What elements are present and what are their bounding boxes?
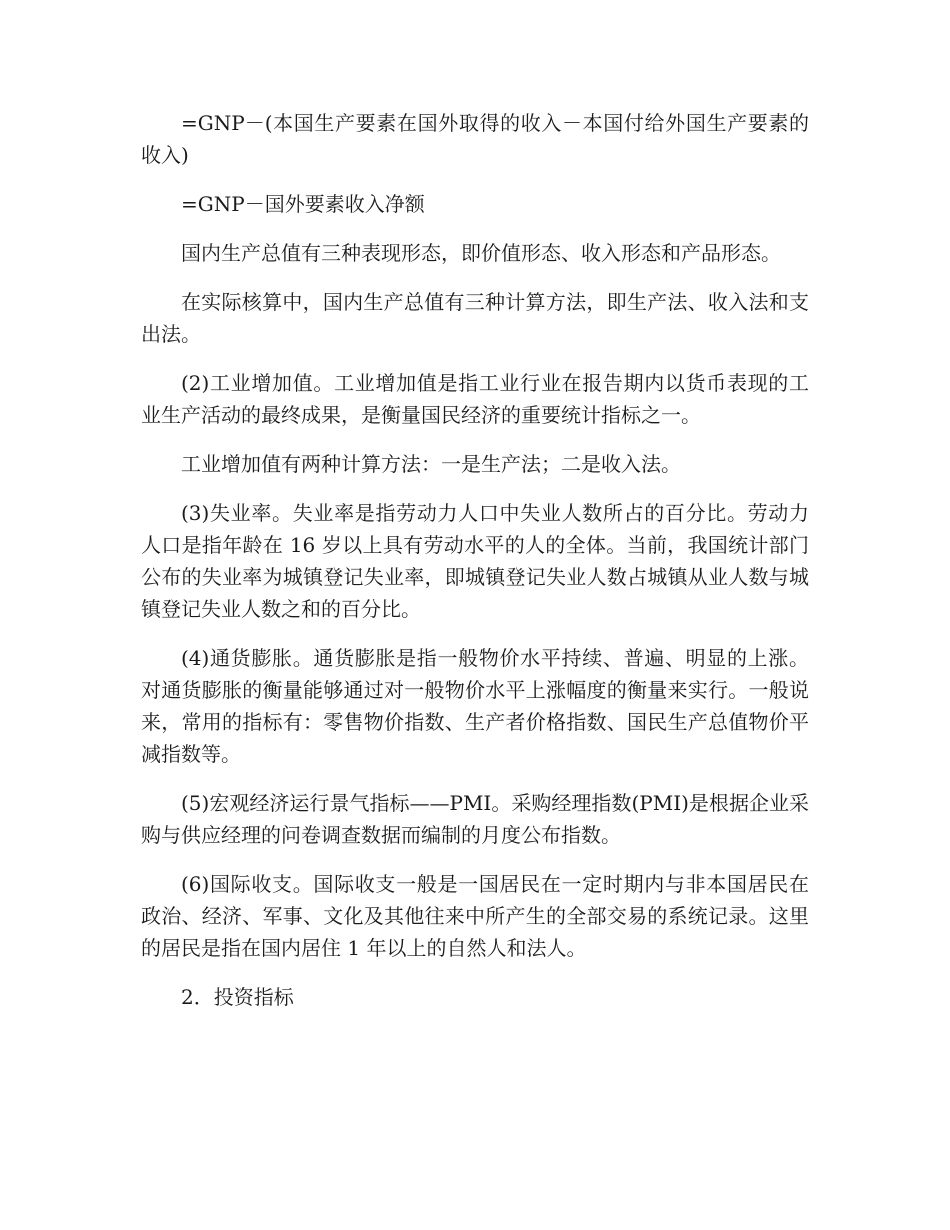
section-heading-investment-indicators: 2．投资指标 — [181, 985, 294, 1009]
paragraph-unemployment-rate: (3)失业率。失业率是指劳动力人口中失业人数所占的百分比。劳动力人口是指年龄在 16 岁以上具有劳动水平的人的全体。当前，我国统计部门公布的失业率为城镇登记失业率，即城镇登记失业人数占城镇从业人数与城镇登记失业人数之和的百分比。 — [141, 501, 809, 621]
paragraph-industrial-methods: 工业增加值有两种计算方法：一是生产法；二是收入法。 — [181, 452, 681, 476]
paragraph-gnp-formula-2: =GNP－国外要素收入净额 — [181, 192, 425, 216]
paragraph-industrial-value-added: (2)工业增加值。工业增加值是指工业行业在报告期内以货币表现的工业生产活动的最终成果，是衡量国民经济的重要统计指标之一。 — [141, 371, 809, 427]
paragraph-inflation: (4)通货膨胀。通货膨胀是指一般物价水平持续、普遍、明显的上涨。对通货膨胀的衡量能够通过对一般物价水平上涨幅度的衡量来实行。一般说来，常用的指标有：零售物价指数、生产者价格指数、国民生产总值物价平减指数等。 — [141, 646, 809, 766]
paragraph-gdp-forms: 国内生产总值有三种表现形态，即价值形态、收入形态和产品形态。 — [181, 241, 781, 265]
paragraph-pmi: (5)宏观经济运行景气指标——PMI。采购经理指数(PMI)是根据企业采购与供应经理的问卷调查数据而编制的月度公布指数。 — [141, 791, 809, 847]
document-body — [141, 107, 809, 1030]
paragraph-balance-of-payments: (6)国际收支。国际收支一般是一国居民在一定时期内与非本国居民在政治、经济、军事、文化及其他往来中所产生的全部交易的系统记录。这里的居民是指在国内居住 1 年以上的自然人和法人。 — [141, 872, 809, 960]
paragraph-gdp-methods: 在实际核算中，国内生产总值有三种计算方法，即生产法、收入法和支出法。 — [141, 290, 809, 346]
paragraph-gnp-formula-1: =GNP－(本国生产要素在国外取得的收入－本国付给外国生产要素的收入) — [141, 111, 809, 167]
